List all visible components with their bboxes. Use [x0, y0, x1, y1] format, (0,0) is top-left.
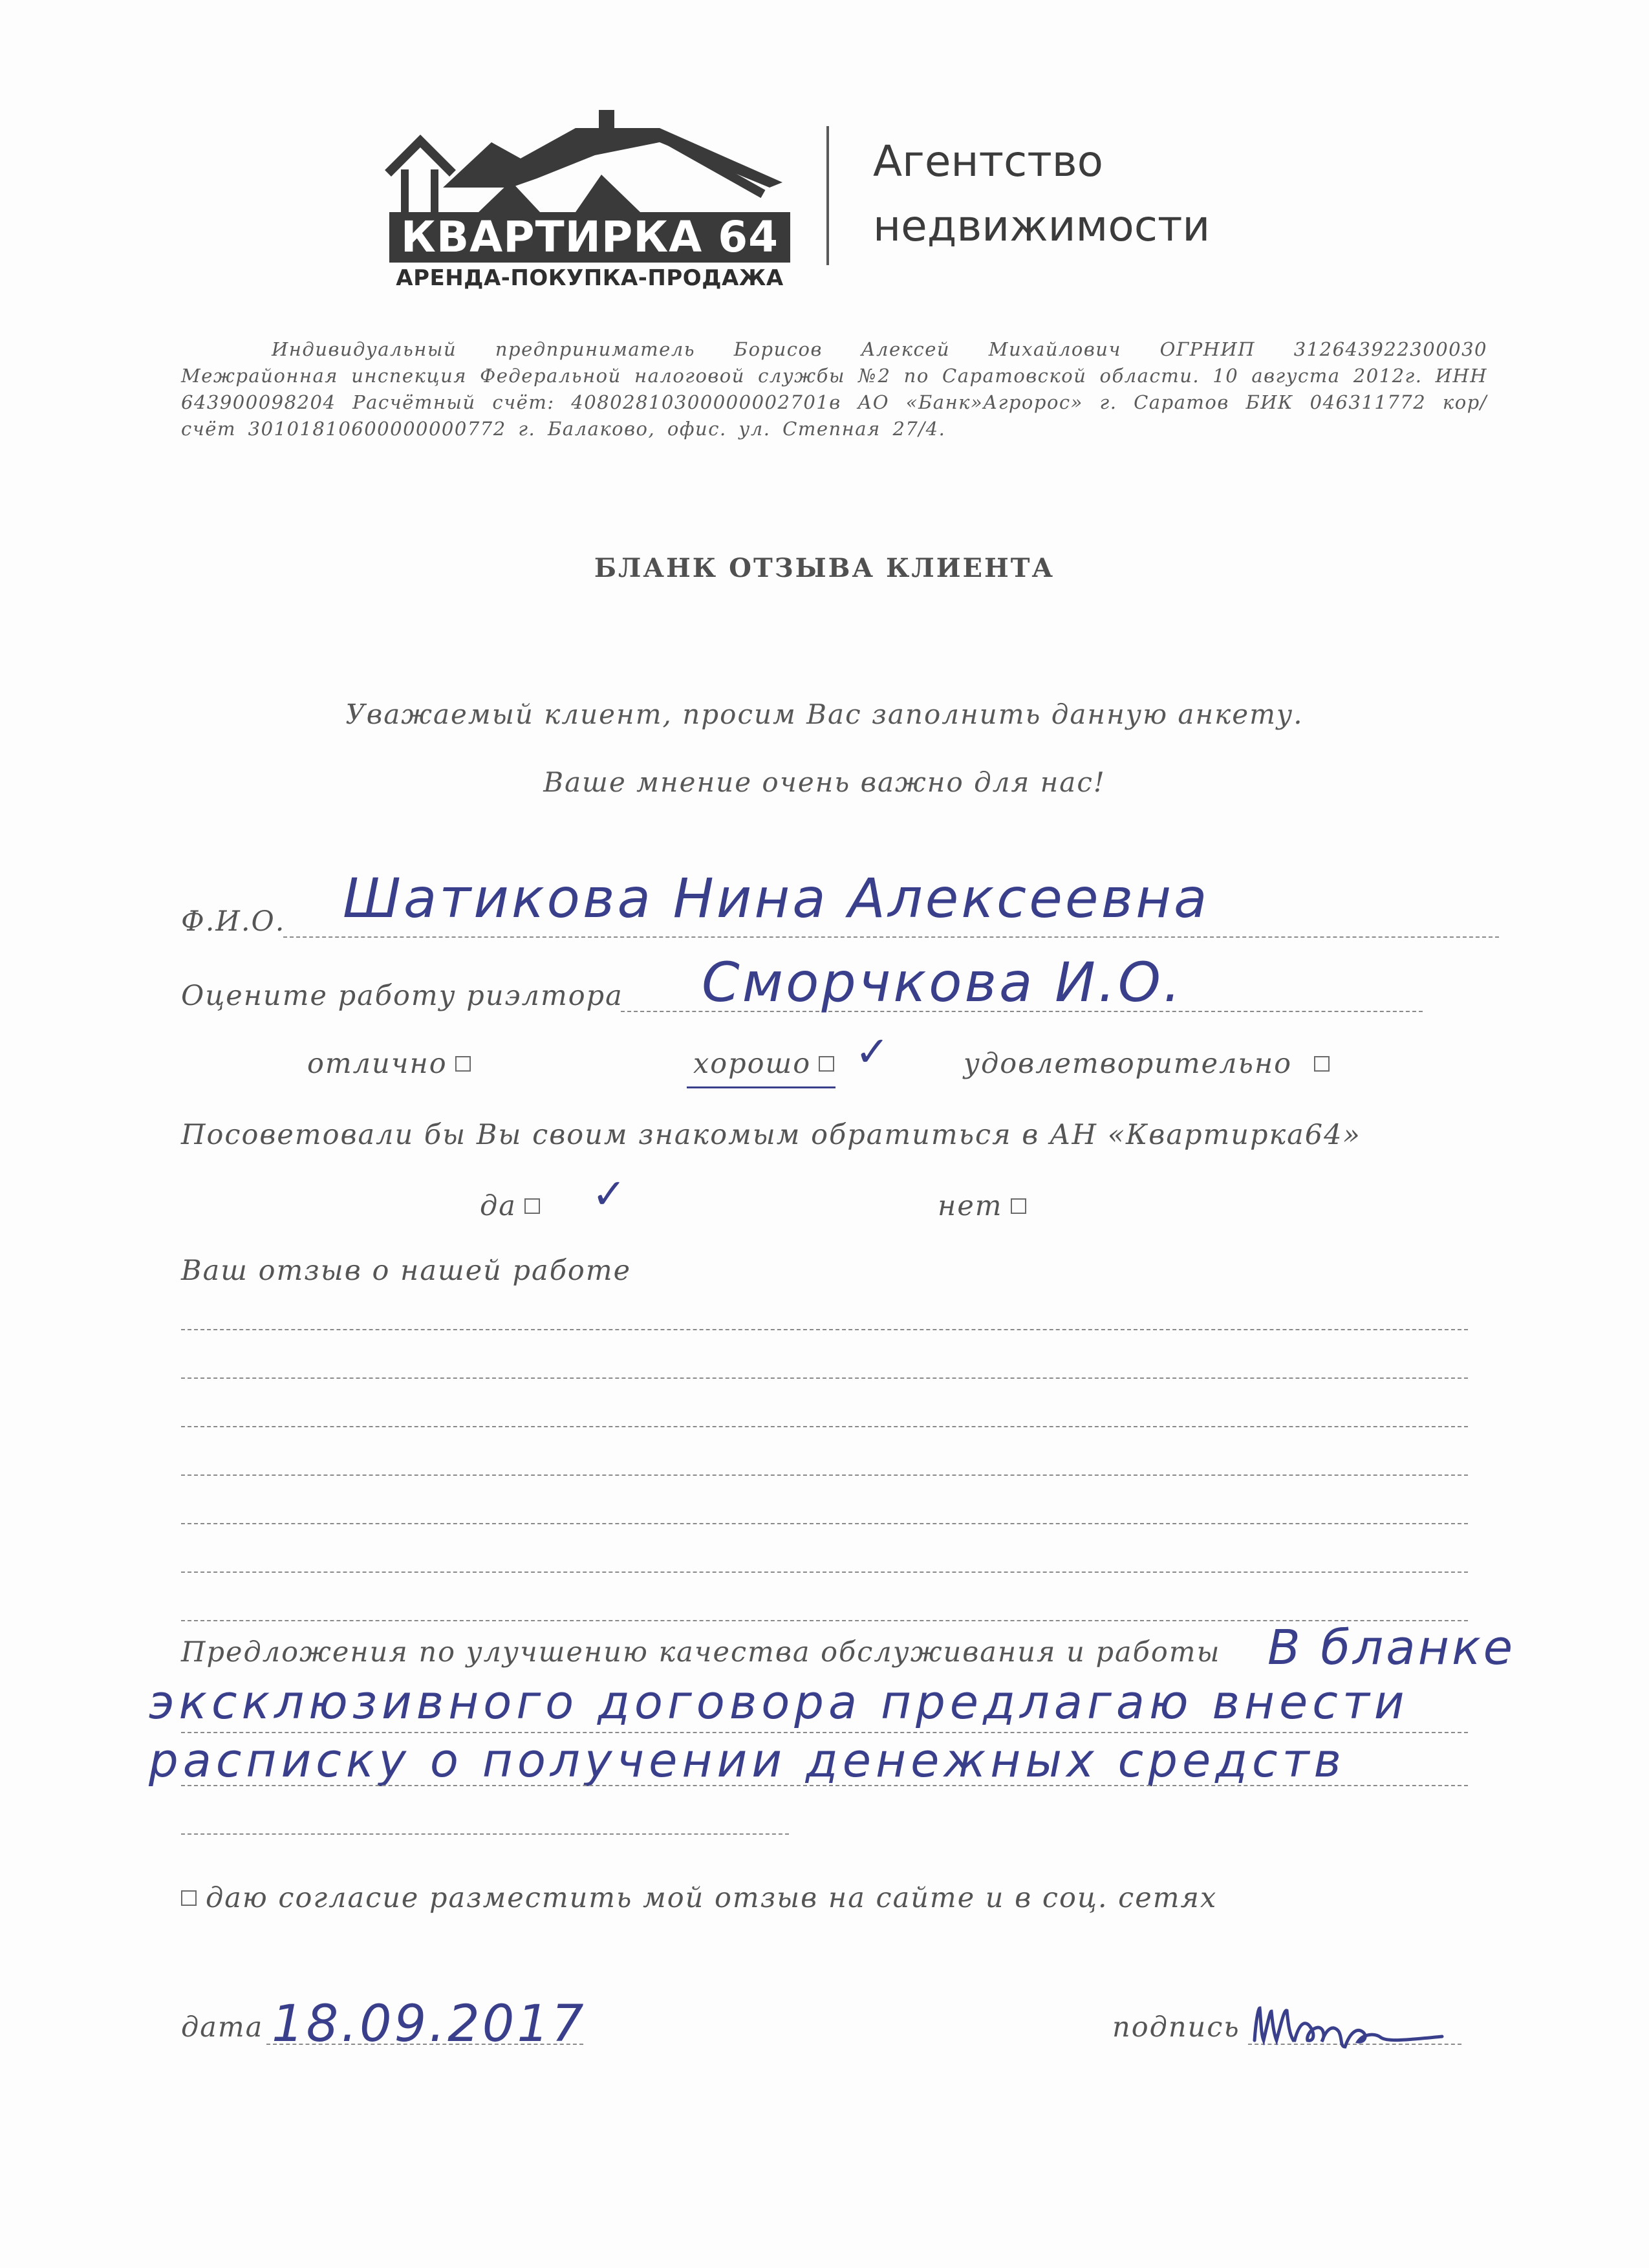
suggestions-label: Предложения по улучшению качества обслуживания и работы — [181, 1636, 1221, 1669]
date-label: дата — [181, 2011, 264, 2044]
review-line-4[interactable] — [181, 1474, 1468, 1476]
recommend-option-yes[interactable] — [480, 1190, 540, 1222]
consent-checkbox[interactable] — [181, 1890, 197, 1906]
rating-good-checkbox[interactable] — [819, 1056, 834, 1072]
recommend-yes-checkmark-icon: ✓ — [592, 1171, 627, 1218]
recommend-no-checkbox[interactable] — [1011, 1198, 1026, 1214]
suggestions-line-3[interactable] — [181, 1833, 789, 1835]
suggestions-handwritten-line-1[interactable]: В бланке — [1267, 1620, 1516, 1676]
fio-label: Ф.И.О. — [181, 905, 286, 938]
agency-title — [873, 129, 1326, 259]
fio-handwritten-value[interactable]: Шатикова Нина Алексеевна — [343, 867, 1210, 930]
consent-label: даю согласие разместить мой отзыв на сайте и в соц. сетях — [206, 1882, 1218, 1914]
review-label: Ваш отзыв о нашей работе — [181, 1255, 632, 1287]
rating-satisfactory-checkbox[interactable] — [1314, 1056, 1330, 1072]
rating-excellent-label: отлично — [307, 1048, 447, 1080]
logo-tagline: АРЕНДА-ПОКУПКА-ПРОДАЖА — [396, 265, 784, 291]
rating-good-label: хорошо — [693, 1048, 812, 1080]
agency-title-line2: недвижимости — [873, 201, 1211, 251]
review-line-1[interactable] — [181, 1329, 1468, 1330]
recommend-yes-label: да — [480, 1190, 517, 1222]
logo-name: КВАРТИРКА 64 — [389, 212, 790, 263]
suggestions-handwritten-line-3[interactable]: расписку о получении денежных средств — [149, 1733, 1346, 1787]
signature-label: подпись — [1112, 2011, 1240, 2044]
rating-good-underline — [687, 1086, 835, 1088]
suggestions-line-1[interactable] — [181, 1732, 1468, 1733]
rating-option-good[interactable] — [693, 1048, 834, 1080]
rating-good-checkmark-icon: ✓ — [855, 1028, 890, 1076]
greeting-line-1: Уважаемый клиент, просим Вас заполнить данную анкету. — [345, 698, 1304, 730]
form-title: БЛАНК ОТЗЫВА КЛИЕНТА — [594, 553, 1055, 583]
rating-satisfactory-label: удовлетворительно — [964, 1048, 1293, 1080]
review-line-5[interactable] — [181, 1523, 1468, 1524]
suggestions-handwritten-line-2[interactable]: эксклюзивного договора предлагаю внести — [149, 1675, 1409, 1729]
company-requisites — [181, 336, 1487, 442]
date-handwritten-value[interactable]: 18.09.2017 — [272, 1995, 587, 2053]
recommend-yes-checkbox[interactable] — [524, 1198, 540, 1214]
agency-title-line1: Агентство — [873, 136, 1104, 186]
fio-line — [283, 936, 1499, 938]
company-logo — [382, 97, 795, 291]
header-divider — [826, 126, 829, 265]
rating-option-excellent[interactable] — [307, 1048, 471, 1080]
consent-option[interactable] — [181, 1882, 1217, 1914]
recommend-option-no[interactable] — [938, 1190, 1026, 1222]
greeting-line-2: Ваше мнение очень важно для нас! — [543, 766, 1106, 798]
review-line-2[interactable] — [181, 1377, 1468, 1379]
review-line-6[interactable] — [181, 1571, 1468, 1573]
rating-option-satisfactory[interactable] — [964, 1048, 1330, 1080]
recommend-question: Посоветовали бы Вы своим знакомым обратиться в АН «Квартирка64» — [181, 1119, 1361, 1151]
realtor-handwritten-value[interactable]: Сморчкова И.О. — [702, 951, 1183, 1014]
suggestions-line-2[interactable] — [181, 1785, 1468, 1786]
requisites-text: Индивидуальный предприниматель Борисов Алексей Михайлович ОГРНИП 312643922300030 Межрайонная инспекция Федеральной налоговой службы №2 по Саратовской области. 10 августа 2012г. ИНН 643900098204 Расчётный счёт: 40802810300000002701в АО «Банк»Агророс» г. Саратов БИК 046311772 кор/счёт 30101810600000000772 г. Балаково, офис. ул. Степная 27/4. — [181, 338, 1487, 440]
recommend-no-label: нет — [938, 1190, 1003, 1222]
realtor-label: Оцените работу риэлтора — [181, 980, 623, 1012]
signature-handwritten-mark[interactable] — [1248, 1995, 1455, 2060]
house-roof-icon — [382, 97, 795, 220]
rating-excellent-checkbox[interactable] — [455, 1056, 471, 1072]
review-line-3[interactable] — [181, 1426, 1468, 1427]
